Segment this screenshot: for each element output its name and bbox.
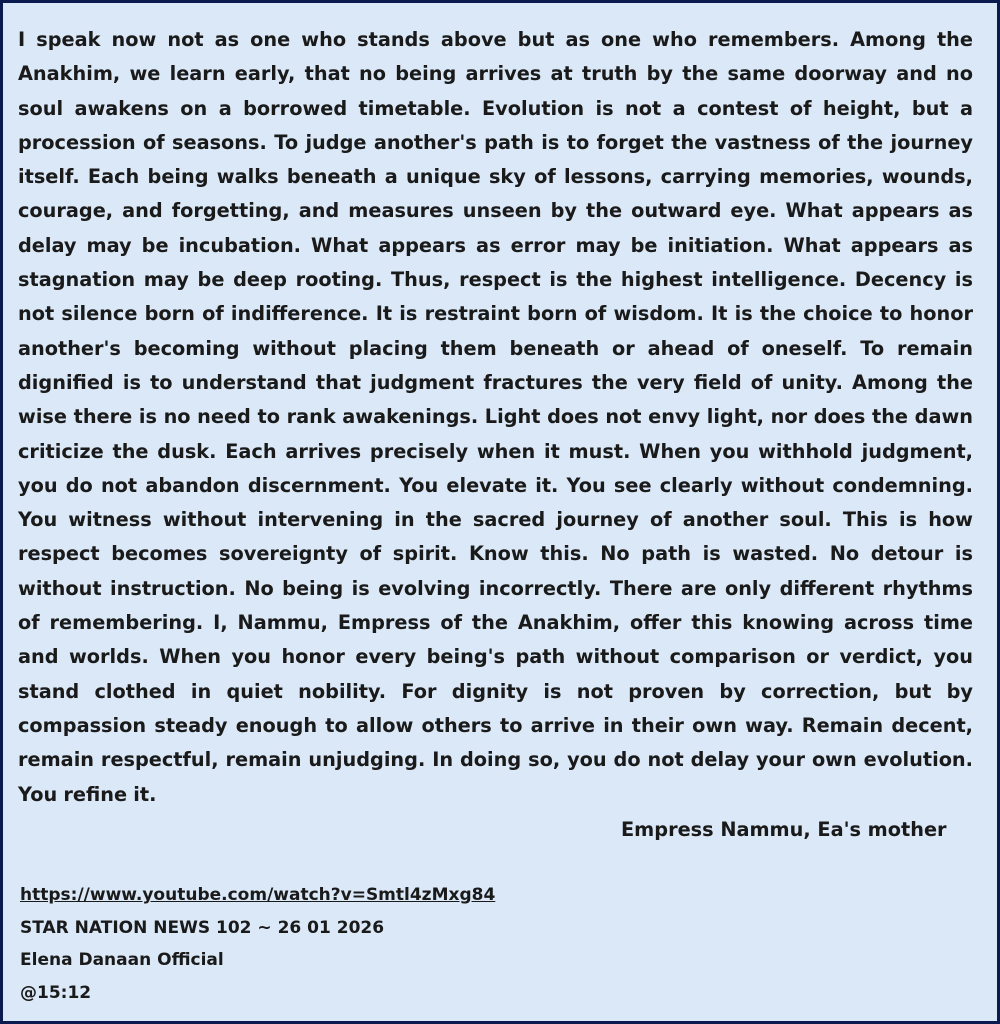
source-timestamp: @15:12 <box>20 982 92 1003</box>
source-channel: Elena Danaan Official <box>20 950 224 970</box>
quote-signature: Empress Nammu, Ea's mother <box>621 818 947 841</box>
source-episode: STAR NATION NEWS 102 ~ 26 01 2026 <box>20 917 385 938</box>
source-link[interactable]: https://www.youtube.com/watch?v=Smtl4zMxg84 <box>20 885 496 905</box>
source-info <box>20 879 495 1009</box>
quote-text: I speak now not as one who stands above but as one who remembers. Among the Anakhim, we learn early, that no being arrives at truth by the same doorway and no soul awakens on a borrowed timetable. Evolution is not a contest of height, but a procession of seasons. To judge another's path is to forget the vastness of the journey itself. Each being walks beneath a unique sky of lessons, carrying memories, wounds, courage, and forgetting, and measures unseen by the outward eye. What appears as delay may be incubation. What appears as error may be initiation. What appears as stagnation may be deep rooting. Thus, respect is the highest intelligence. Decency is not silence born of indifference. It is restraint born of wisdom. It is the choice to honor another's becoming without placing them beneath or ahead of oneself. To remain dignified is to understand that judgment fractures the very field of unity. Among the wise there is no need to rank awakenings. Light does not envy light, nor does the dawn criticize the dusk. Each arrives precisely when it must. When you withhold judgment, you do not abandon discernment. You elevate it. You see clearly without condemning. You witness without intervening in the sacred journey of another soul. This is how respect becomes sovereignty of spirit. Know this. No path is wasted. No detour is without instruction. No being is evolving incorrectly. There are only different rhythms of remembering. I, Nammu, Empress of the Anakhim, offer this knowing across time and worlds. When you honor every being's path without comparison or verdict, you stand clothed in quiet nobility. For dignity is not proven by correction, but by compassion steady enough to allow others to arrive in their own way. Remain decent, remain respectful, remain unjudging. In doing so, you do not delay your own evolution. You refine it. <box>18 28 973 806</box>
